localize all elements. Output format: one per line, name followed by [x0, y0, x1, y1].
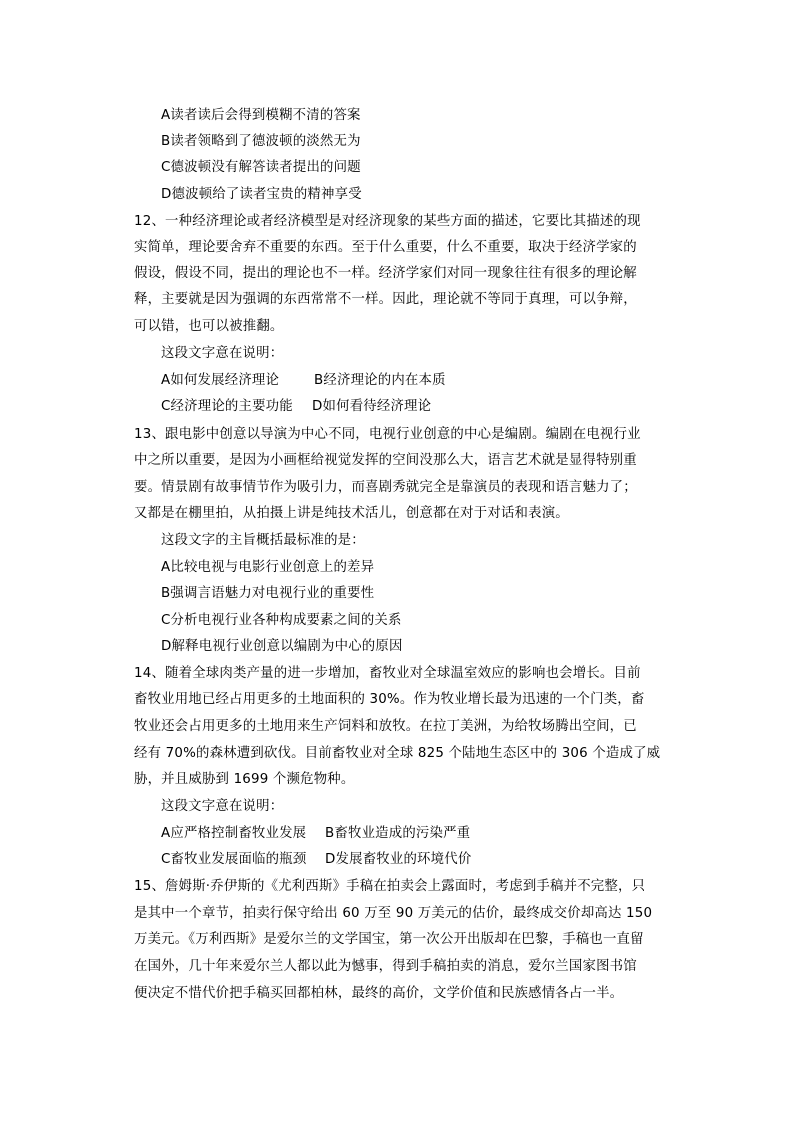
option-c: C经济理论的主要功能	[161, 399, 293, 414]
option-a: A如何发展经济理论	[161, 373, 280, 388]
question-12-stem: 这段文字意在说明：	[161, 346, 284, 361]
question-14-line: 14、随着全球肉类产量的进一步增加，畜牧业对全球温室效应的影响也会增长。目前	[134, 666, 641, 681]
question-14-line: 经有 70%的森林遭到砍伐。目前畜牧业对全球 825 个陆地生态区中的 306 个造成了威	[134, 746, 661, 761]
question-12-line: 释，主要就是因为强调的东西常常不一样。因此，理论就不等同于真理，可以争辩，	[134, 292, 637, 307]
option-a: A读者读后会得到模糊不清的答案	[161, 108, 361, 123]
option-a: A应严格控制畜牧业发展	[161, 826, 307, 841]
question-12-line: 实简单，理论要舍弃不重要的东西。至于什么重要，什么不重要，取决于经济学家的	[134, 240, 637, 255]
question-14-line: 牧业还会占用更多的土地用来生产饲料和放牧。在拉丁美洲，为给牧场腾出空间，已	[134, 719, 637, 734]
question-15-line: 便决定不惜代价把手稿买回都柏林，最终的高价，文学价值和民族感情各占一半。	[134, 986, 624, 1001]
option-d: D解释电视行业创意以编剧为中心的原因	[161, 639, 403, 654]
option-d: D发展畜牧业的环境代价	[325, 852, 472, 867]
option-b: B经济理论的内在本质	[314, 373, 446, 388]
question-13-stem: 这段文字的主旨概括最标准的是：	[161, 533, 365, 548]
question-12-options-row-1	[161, 369, 446, 388]
option-b: B畜牧业造成的污染严重	[325, 826, 471, 841]
option-d: D如何看待经济理论	[312, 399, 432, 414]
question-13-line: 13、跟电影中创意以导演为中心不同，电视行业创意的中心是编剧。编剧在电视行业	[134, 427, 641, 442]
question-13-line: 又都是在棚里拍，从拍摄上讲是纯技术活儿，创意都在对于对话和表演。	[134, 506, 569, 521]
question-13-line: 中之所以重要，是因为小画框给视觉发挥的空间没那么大，语言艺术就是显得特别重	[134, 453, 637, 468]
question-12-options-row-2	[161, 395, 431, 414]
question-13-line: 要。情景剧有故事情节作为吸引力，而喜剧秀就完全是靠演员的表现和语言魅力了；	[134, 480, 637, 495]
question-12-line: 假设，假设不同，提出的理论也不一样。经济学家们对同一现象往往有很多的理论解	[134, 266, 637, 281]
question-15-line: 万美元。《万利西斯》是爱尔兰的文学国宝，第一次公开出版却在巴黎，手稿也一直留	[134, 932, 644, 947]
question-15-line: 在国外，几十年来爱尔兰人都以此为憾事，得到手稿拍卖的消息，爱尔兰国家图书馆	[134, 959, 637, 974]
question-12-line: 可以错，也可以被推翻。	[134, 319, 284, 334]
option-b: B读者领略到了德波顿的淡然无为	[161, 134, 361, 149]
question-12-line: 12、一种经济理论或者经济模型是对经济现象的某些方面的描述，它要比其描述的现	[134, 214, 641, 229]
option-b: B强调言语魅力对电视行业的重要性	[161, 586, 375, 601]
option-d: D德波顿给了读者宝贵的精神享受	[161, 187, 362, 202]
option-c: C德波顿没有解答读者提出的问题	[161, 160, 361, 175]
question-14-line: 胁，并且威胁到 1699 个濒危物种。	[134, 772, 355, 787]
question-14-options-row-2	[161, 848, 471, 867]
question-14-stem: 这段文字意在说明：	[161, 799, 284, 814]
option-c: C分析电视行业各种构成要素之间的关系	[161, 613, 402, 628]
question-15-line: 是其中一个章节，拍卖行保守给出 60 万至 90 万美元的估价，最终成交价却高达 150	[134, 906, 653, 921]
question-15-line: 15、詹姆斯·乔伊斯的《尤利西斯》手稿在拍卖会上露面时，考虑到手稿并不完整，只	[134, 879, 646, 894]
option-c: C畜牧业发展面临的瓶颈	[161, 852, 307, 867]
question-14-options-row-1	[161, 822, 470, 841]
question-14-line: 畜牧业用地已经占用更多的土地面积的 30%。作为牧业增长最为迅速的一个门类，畜	[134, 692, 645, 707]
option-a: A比较电视与电影行业创意上的差异	[161, 560, 375, 575]
